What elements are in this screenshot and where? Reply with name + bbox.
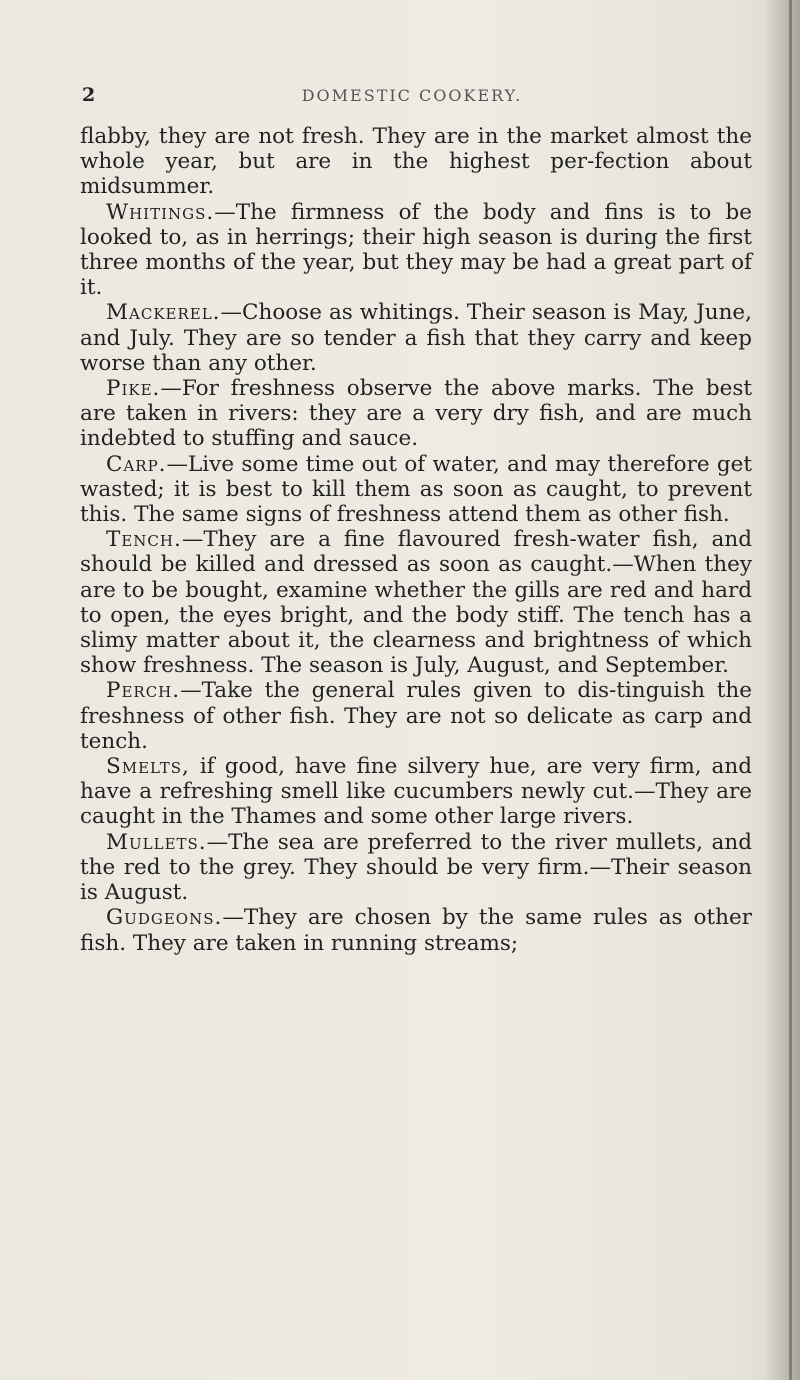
- paragraph-text: if good, have fine silvery hue, are very firm, and have a refreshing smell like cucumbers newly cut.—They are caught in the Thames and some other large rivers.: [80, 754, 752, 830]
- paragraph-carp: [80, 452, 752, 528]
- paragraph-mackerel: [80, 300, 752, 376]
- page-number: 2: [82, 84, 96, 106]
- paragraph-text: —The firmness of the body and fins is to be looked to, as in herrings; their high season is during the first three months of the year, but they may be had a great part of it.: [80, 199, 752, 301]
- paragraph-text: —For freshness observe the above marks. The best are taken in rivers: they are a very dry fish, and are much indebted to stuffing and sauce.: [80, 376, 752, 452]
- paragraph-smelts: [80, 754, 752, 830]
- paragraph-whitings: [80, 200, 752, 301]
- paragraph-text: —They are chosen by the same rules as other fish. They are taken in running streams;: [80, 905, 752, 956]
- paragraph-perch: [80, 678, 752, 754]
- paragraph-heading: Gudgeons.: [106, 905, 223, 931]
- paragraph-heading: Tench.: [106, 527, 182, 553]
- page-edge-shadow: [764, 0, 800, 1380]
- paragraph-heading: Smelts,: [106, 754, 190, 780]
- body-text: [80, 124, 752, 956]
- paragraph-heading: Mackerel.: [106, 300, 221, 326]
- paragraph-text: —Live some time out of water, and may therefore get wasted; it is best to kill them as soon as caught, to prevent this. The same signs of freshness attend them as other fish.: [80, 451, 752, 528]
- paragraph-text: flabby, they are not fresh. They are in the market almost the whole year, but are in the highest per-fection about midsummer.: [80, 124, 752, 200]
- paragraph-mullets: [80, 830, 752, 906]
- paragraph-heading: Whitings.: [106, 199, 215, 225]
- paragraph-text: —They are a fine flavoured fresh-water fish, and should be killed and dressed as soon as caught.—When they are to be bought, examine whether the gills are red and hard to open, the eyes bright, and the body stiff. The tench has a slimy matter about it, the clearness and brightness of which show freshness. The season is July, August, and September.: [80, 527, 752, 679]
- paragraph-heading: Pike.: [106, 376, 161, 402]
- paragraph-text: —Take the general rules given to dis-tinguish the freshness of other fish. They are not so delicate as carp and tench.: [80, 678, 752, 754]
- paragraph-heading: Mullets.: [106, 829, 207, 855]
- paragraph-pike: [80, 376, 752, 452]
- paragraph-tench: [80, 527, 752, 678]
- paragraph-text: —The sea are preferred to the river mullets, and the red to the grey. They should be very firm.—Their season is August.: [80, 829, 752, 906]
- paragraph-gudgeons: [80, 905, 752, 955]
- running-head: DOMESTIC COOKERY.: [301, 86, 523, 105]
- paragraph-text: —Choose as whitings. Their season is May, June, and July. They are so tender a fish that they carry and keep worse than any other.: [80, 300, 752, 376]
- paragraph-intro: [80, 124, 752, 200]
- paragraph-heading: Perch.: [106, 678, 181, 704]
- paragraph-heading: Carp.: [106, 451, 167, 477]
- page-header: [72, 84, 752, 114]
- page-edge-line: [789, 0, 792, 1380]
